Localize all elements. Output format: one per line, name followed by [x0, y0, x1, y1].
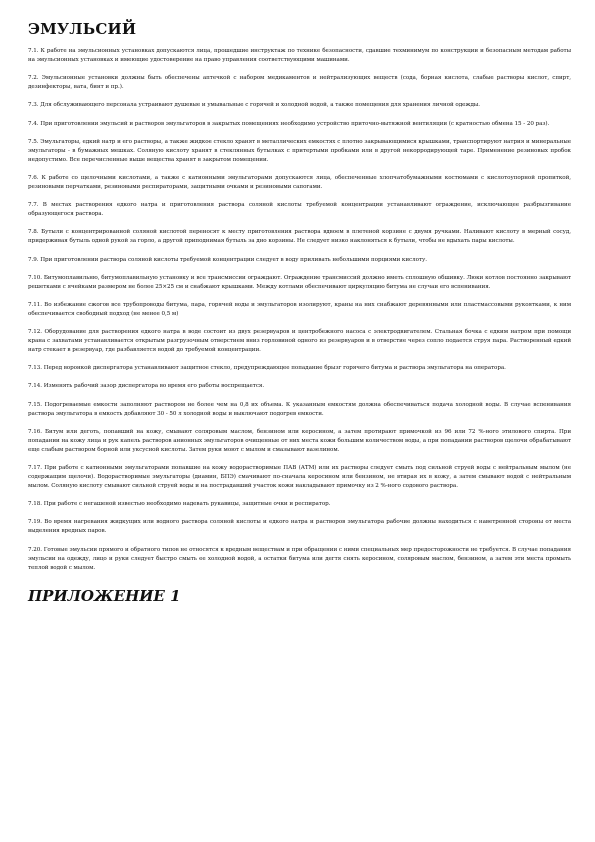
paragraph-7-9: 7.9. При приготовлении раствора соляной кислоты требуемой концентрации следует в воду приливать небольшими порциями кислоту.: [28, 256, 427, 263]
paragraph-7-2: 7.2. Эмульсионные установки должны быть обеспечены аптечкой с набором медикаментов и нейтрализующих веществ (сода, борная кислота, слабые растворы кислот, спирт, дезинфекторы, вата, бинт и пр.).: [28, 75, 571, 91]
appendix-title: ПРИЛОЖЕНИЕ 1: [28, 586, 181, 605]
paragraph-7-6: 7.6. К работе со щелочными кислотами, а также с катионными эмульгаторами допускаются лица, обеспеченные хлопчатобумажными костюмами с кислотоупорной пропиткой, резиновыми перчатками, резиновыми респираторами, защитными очками и резиновыми сапогами.: [28, 174, 571, 190]
paragraph-7-7: 7.7. В местах растворения едкого натра и приготовления раствора соляной кислоты требуемой концентрации устанавливают ограждение, исключающее разбрызгивание образующегося раствора.: [28, 202, 571, 218]
paragraph-7-10: 7.10. Битумоплавильню, битумоплавильную установку и все трансмиссии ограждают. Ограждение трансмиссий должно иметь сплошную обшивку. Люки котлов постоянно закрывают решетками с ячейками размером не более 25×25 см и снабжают крышками. Между котлами обеспечивают циркуляцию битума не случаи его вспенивания.: [28, 274, 571, 290]
paragraph-7-12: 7.12. Оборудование для растворения едкого натра в воде состоит из двух резервуаров и центробежного насоса с электродвигателем. Стальная бочка с едким натром при помощи крана с захватами устанавливается открытым разгрузочным отверстием вниз горловиной одного из резервуаров и в отверстие через сопло подается струя пара. Растворенный едкий натр стекает в резервуар, где разбавляется водой до требуемой концентрации.: [28, 329, 571, 354]
paragraph-7-5: 7.5. Эмульгаторы, едкий натр и его растворы, а также жидкое стекло хранят в металлических емкостях с плотно закрывающимися крышками, транспортируют натрия и минеральные эмульгаторы - в бумажных мешках. Соляную кислоту хранят в стеклянных бутылках с притертыми пробками или в другой некорродирующей таре. Применение резиновых пробок недопустимо. Все перечисленные выше вещества хранят в закрытом помещении.: [28, 138, 571, 163]
paragraph-list: [28, 47, 571, 573]
paragraph-7-3: 7.3. Для обслуживающего персонала устраивают душевые и умывальные с горячей и холодной водой, а также помещения для хранения личной одежды.: [28, 102, 481, 109]
paragraph-7-19: 7.19. Во время нагревания жидкущих или водного раствора соляной кислоты и едкого натра и растворов эмульгатора рабочие должны находиться с наветренной стороны от места выделения вредных паров.: [28, 519, 571, 535]
section-title: ЭМУЛЬСИЙ: [28, 20, 137, 38]
paragraph-7-16: 7.16. Битум или деготь, попавший на кожу, смывают соляровым маслом, бензином или керосином, а затем протирают примочкой из 96 или 72 %-ного этилового спирта. При попадании на кожу лица и рук капель растворов анионных эмульгаторов очищенные от них места кожи большим количеством воды, а при попадании растворов щелочи обрабатывают еще слабым раствором борной или уксусной кислоты. Затем руки моют с мылом и смазывают вазелином.: [28, 428, 571, 453]
paragraph-7-20: 7.20. Готовые эмульсии прямого и обратного типов не относятся к вредным веществам и при обращении с ними специальных мер предосторожности не требуется. В случае попадания эмульсии на одежду, лицо и руки следует быстро смыть ее холодной водой, а остатки битума или дегтя снять керосином, соляровым маслом, бензином, а затем эти места промыть теплой водой с мылом.: [28, 546, 572, 571]
paragraph-7-15: 7.15. Подогреваемые емкости заполняют раствором не более чем на 0,8 их объема. К указанным емкостям должна обеспечиваться подача холодной воды. В случае вспенивания раствора эмульгатора в емкость добавляют 30 - 50 л холодной воды и выключают подогрев емкости.: [28, 401, 571, 417]
paragraph-7-18: 7.18. При работе с негашеной известью необходимо надевать рукавицы, защитные очки и респиратор.: [28, 501, 331, 508]
paragraph-7-11: 7.11. Во избежание сжогов все трубопроводы битума, пара, горячей воды и эмульгаторов изолируют, краны на них снабжают деревянными или пластмассовыми рукоятками, к ним обеспечивается свободный подход (не менее 0,5 м): [28, 301, 571, 317]
paragraph-7-4: 7.4. При приготовлении эмульсий и растворов эмульгаторов в закрытых помещениях необходимо устройство приточно-вытяжной вентиляции (с кратностью обмена 15 - 20 раз).: [28, 120, 550, 127]
paragraph-7-8: 7.8. Бутыли с концентрированной соляной кислотой переносят к месту приготовления раствора вдвоем в плетеной корзине с двумя ручками. Наливают кислоту в мерный сосуд, придерживая бутыль одной рукой за горло, а другой приподнимая бутыль за дно корзины. Не следует низко наклоняться к бутыли, чтобы не вдыхать пары кислоты.: [28, 229, 571, 245]
paragraph-7-13: 7.13. Перед воронкой диспергатора устанавливают защитное стекло, предупреждающее попадание брызг горячего битума и раствора эмульгатора на оператора.: [28, 365, 506, 372]
paragraph-7-1: 7.1. К работе на эмульсионных установках допускаются лица, прошедшие инструктаж по технике безопасности, сдавшие техминимум по конструкции и безопасным методам работы на эмульсионных установках и имеющие удостоверение на право управления соответствующими машинами.: [28, 48, 571, 63]
paragraph-7-17: 7.17. При работе с катионными эмульгаторами попавшие на кожу водорастворимые ПАВ (АТМ) или их растворы следует смыть под сильной струей воды с нейтральным мылом (не содержащим щелочи). Водорастворимые эмульгаторы (диамин, БПЭ) смачивают по-сначала керосином или бензином, не втирая их в кожу, а затем смывают водой с нейтральным мылом. Соляную кислоту смывают сильной струей воды и на пострадавший участок кожи накладывают примочку из 2 %-ного содового раствора.: [28, 465, 571, 489]
paragraph-7-14: 7.14. Изменять рабочий зазор диспергатора во время его работы воспрещается.: [28, 383, 265, 390]
